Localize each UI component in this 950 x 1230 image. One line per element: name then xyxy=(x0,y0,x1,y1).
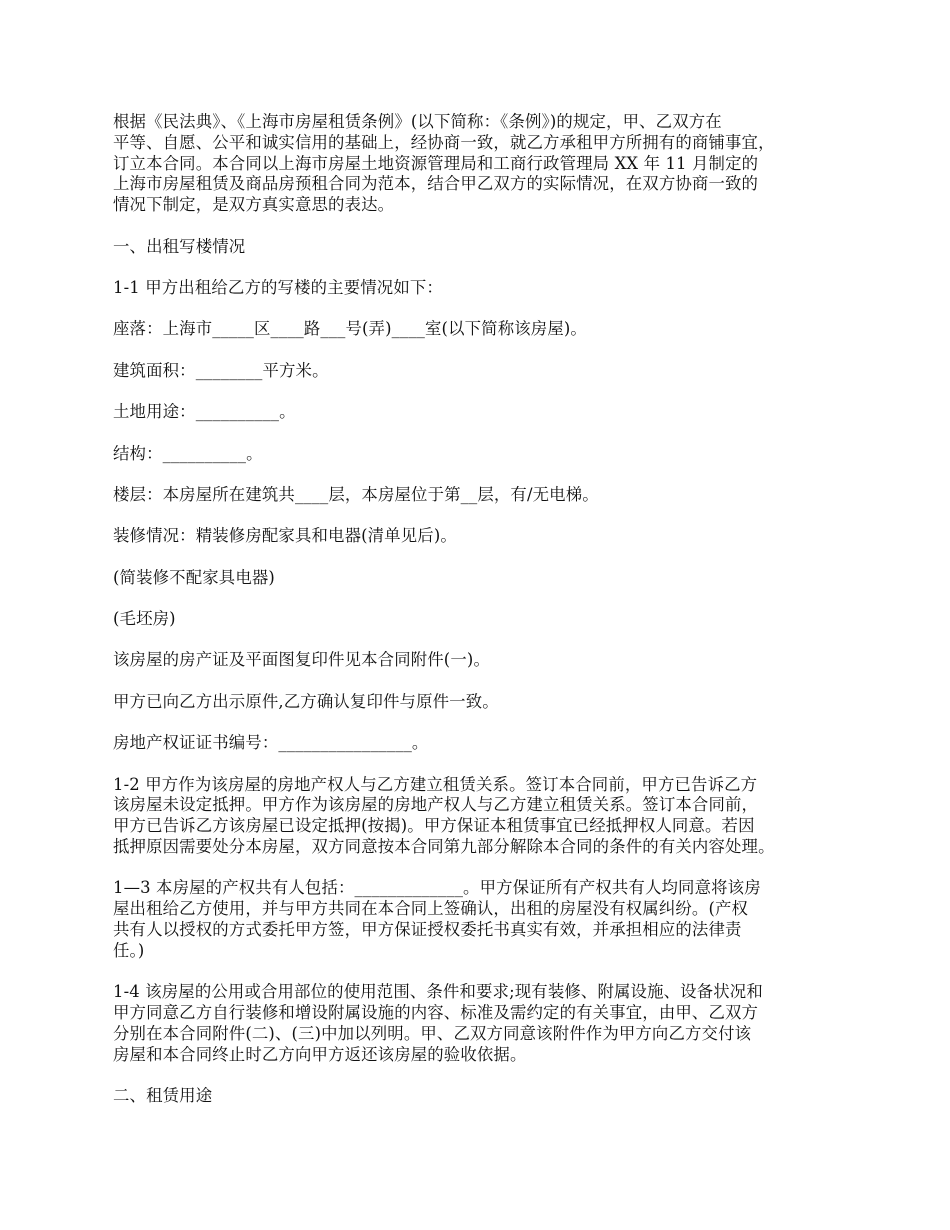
paragraph xyxy=(113,444,853,465)
paragraph xyxy=(113,775,853,858)
text-line: 分别在本合同附件(二)、(三)中加以列明。甲、乙双方同意该附件作为甲方向乙方交付该 xyxy=(113,1023,752,1043)
paragraph xyxy=(113,650,853,671)
document-page xyxy=(113,112,853,1127)
paragraph xyxy=(113,692,853,713)
paragraph xyxy=(113,402,853,423)
text-line: 一、出租写楼情况 xyxy=(113,236,246,256)
text-line: (毛坯房) xyxy=(113,609,176,629)
text-line: 房地产权证证书编号：________________。 xyxy=(113,733,429,753)
text-line: 建筑面积：________平方米。 xyxy=(113,360,329,380)
text-line: 楼层：本房屋所在建筑共____层，本房屋位于第__层，有/无电梯。 xyxy=(113,484,599,504)
paragraph xyxy=(113,361,853,382)
paragraph xyxy=(113,485,853,506)
text-line: 根据《民法典》、《上海市房屋租赁条例》(以下简称：《条例》)的规定，甲、乙双方在 xyxy=(113,112,722,131)
text-line: 二、租赁用途 xyxy=(113,1086,213,1105)
text-line: 1-4 该房屋的公用或合用部位的使用范围、条件和要求;现有装修、附属设施、设备状况和 xyxy=(113,982,763,1002)
text-line: 甲方已向乙方出示原件,乙方确认复印件与原件一致。 xyxy=(113,691,499,711)
text-line: 屋出租给乙方使用，并与甲方共同在本合同上签确认，出租的房屋没有权属纠纷。(产权 xyxy=(113,899,749,919)
paragraph xyxy=(113,237,853,258)
paragraph xyxy=(113,982,853,1065)
text-line: 共有人以授权的方式委托甲方签，甲方保证授权委托书真实有效，并承担相应的法律责 xyxy=(113,920,742,940)
paragraph xyxy=(113,526,853,547)
paragraph xyxy=(113,1086,853,1107)
text-line: 平等、自愿、公平和诚实信用的基础上，经协商一致，就乙方承租甲方所拥有的商铺事宜， xyxy=(113,132,775,152)
text-line: 1—3 本房屋的产权共有人包括：_____________。甲方保证所有产权共有人均同意将该房 xyxy=(113,878,761,898)
paragraph xyxy=(113,733,853,754)
text-line: 座落：上海市_____区____路___号(弄)____室(以下简称该房屋)。 xyxy=(113,319,587,339)
text-line: 1-1 甲方出租给乙方的写楼的主要情况如下： xyxy=(113,277,443,297)
paragraph xyxy=(113,319,853,340)
text-line: 抵押原因需要处分本房屋，双方同意按本合同第九部分解除本合同的条件的有关内容处理。 xyxy=(113,837,775,857)
paragraph xyxy=(113,609,853,630)
text-line: 甲方已告诉乙方该房屋已设定抵押(按揭)。甲方保证本租赁事宜已经抵押权人同意。若因 xyxy=(113,816,755,836)
text-line: 情况下制定，是双方真实意思的表达。 xyxy=(113,195,395,215)
text-line: 1-2 甲方作为该房屋的房地产权人与乙方建立租赁关系。签订本合同前，甲方已告诉乙方 xyxy=(113,774,758,794)
text-line: 甲方同意乙方自行装修和增设附属设施的内容、标准及需约定的有关事宜，由甲、乙双方 xyxy=(113,1003,759,1023)
text-line: 房屋和本合同终止时乙方向甲方返还该房屋的验收依据。 xyxy=(113,1044,527,1064)
text-line: 装修情况：精装修房配家具和电器(清单见后)。 xyxy=(113,526,457,546)
paragraph xyxy=(113,568,853,589)
text-line: (简装修不配家具电器) xyxy=(113,567,275,587)
text-line: 上海市房屋租赁及商品房预租合同为范本，结合甲乙双方的实际情况，在双方协商一致的 xyxy=(113,174,759,194)
text-line: 结构：__________。 xyxy=(113,443,263,463)
text-line: 任。) xyxy=(113,940,145,960)
paragraph xyxy=(113,878,853,961)
paragraph xyxy=(113,112,853,216)
text-line: 该房屋未设定抵押。甲方作为该房屋的房地产权人与乙方建立租赁关系。签订本合同前， xyxy=(113,795,759,815)
text-line: 该房屋的房产证及平面图复印件见本合同附件(一)。 xyxy=(113,650,490,670)
text-line: 土地用途：__________。 xyxy=(113,402,296,422)
paragraph xyxy=(113,278,853,299)
text-line: 订立本合同。本合同以上海市房屋土地资源管理局和工商行政管理局 XX 年 11 月制定的 xyxy=(113,153,759,173)
